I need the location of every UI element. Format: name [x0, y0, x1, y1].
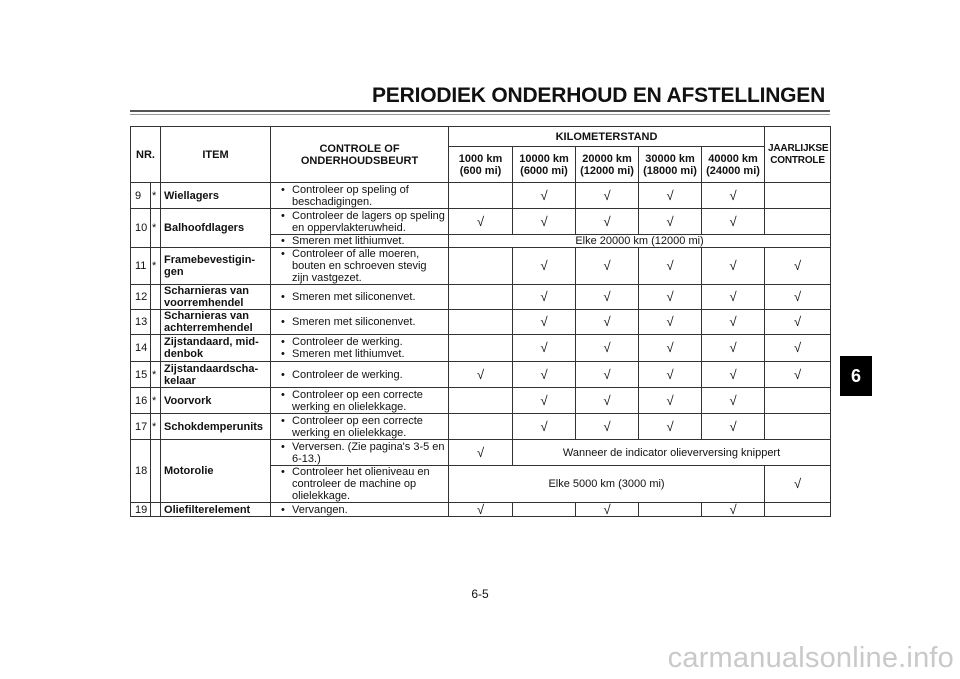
- header-control: CONTROLE OF ONDERHOUDSBEURT: [271, 127, 449, 183]
- check-cell: √: [702, 414, 765, 440]
- table-row: [131, 388, 831, 414]
- row-number: 19: [131, 503, 151, 517]
- check-cell: √: [576, 503, 639, 517]
- control-cell: [271, 388, 449, 414]
- check-cell: √: [765, 285, 831, 310]
- row-star: *: [151, 362, 161, 388]
- header-km-value: 20000 km: [582, 152, 632, 165]
- header-mi-value: (6000 mi): [520, 164, 568, 177]
- header-km-value: 40000 km: [708, 152, 758, 165]
- row-star: *: [151, 388, 161, 414]
- check-cell: √: [639, 310, 702, 335]
- row-item: Zijstandaardscha-kelaar: [161, 362, 271, 388]
- interval-text: Wanneer de indicator olieverversing knippert: [513, 440, 831, 466]
- check-cell: √: [639, 209, 702, 235]
- row-number: 13: [131, 310, 151, 335]
- header-km-2: [576, 147, 639, 183]
- check-cell: √: [702, 209, 765, 235]
- control-list: [274, 235, 445, 247]
- row-item: Scharnieras van achterremhendel: [161, 310, 271, 335]
- page-number: 6-5: [471, 587, 489, 601]
- check-cell: √: [576, 362, 639, 388]
- control-cell: [271, 235, 449, 248]
- check-cell: √: [576, 335, 639, 362]
- header-km-value: 30000 km: [645, 152, 695, 165]
- row-star: *: [151, 414, 161, 440]
- check-cell: √: [576, 248, 639, 285]
- check-cell: √: [576, 310, 639, 335]
- check-cell: [449, 414, 513, 440]
- maintenance-table: [130, 126, 831, 517]
- control-item: • Controleer de werking.: [274, 336, 445, 348]
- control-list: [274, 316, 445, 328]
- control-cell: [271, 335, 449, 362]
- control-item: • Verversen. (Zie pagina's 3-5 en 6-13.): [274, 441, 445, 465]
- row-star: [151, 310, 161, 335]
- interval-text: Elke 20000 km (12000 mi): [449, 235, 831, 248]
- check-cell: [765, 209, 831, 235]
- check-cell: √: [639, 285, 702, 310]
- title-rule-thin: [130, 114, 830, 115]
- row-item: Motorolie: [161, 440, 271, 503]
- table-row: [131, 209, 831, 235]
- header-km-1: [513, 147, 576, 183]
- control-list: [274, 248, 445, 284]
- header-nr: NR.: [131, 127, 161, 183]
- table-row: [131, 440, 831, 466]
- check-cell: [449, 310, 513, 335]
- control-list: [274, 389, 445, 413]
- row-item: Scharnieras van voorremhendel: [161, 285, 271, 310]
- header-km-4: [702, 147, 765, 183]
- control-cell: [271, 503, 449, 517]
- header-km-3: [639, 147, 702, 183]
- control-list: [274, 466, 445, 502]
- row-item: Balhoofdlagers: [161, 209, 271, 248]
- check-cell: [513, 503, 576, 517]
- check-cell: [449, 285, 513, 310]
- control-cell: [271, 414, 449, 440]
- header-mi-value: (24000 mi): [706, 164, 760, 177]
- check-cell: √: [765, 466, 831, 503]
- check-cell: [765, 183, 831, 209]
- control-list: [274, 415, 445, 439]
- row-star: *: [151, 248, 161, 285]
- check-cell: √: [513, 362, 576, 388]
- control-cell: [271, 362, 449, 388]
- control-cell: [271, 285, 449, 310]
- check-cell: [765, 414, 831, 440]
- row-item: Wiellagers: [161, 183, 271, 209]
- control-item: • Smeren met siliconenvet.: [274, 316, 445, 328]
- header-mi-value: (18000 mi): [643, 164, 697, 177]
- row-number: 16: [131, 388, 151, 414]
- check-cell: √: [449, 503, 513, 517]
- check-cell: √: [576, 414, 639, 440]
- check-cell: √: [513, 414, 576, 440]
- control-cell: [271, 310, 449, 335]
- control-item: • Controleer op een correcte werking en olielekkage.: [274, 415, 445, 439]
- check-cell: √: [702, 362, 765, 388]
- table-row: [131, 414, 831, 440]
- control-item: • Controleer op een correcte werking en olielekkage.: [274, 389, 445, 413]
- check-cell: [449, 183, 513, 209]
- check-cell: √: [702, 503, 765, 517]
- table-row: [131, 248, 831, 285]
- row-number: 15: [131, 362, 151, 388]
- row-number: 10: [131, 209, 151, 248]
- check-cell: √: [576, 183, 639, 209]
- table-row: [131, 183, 831, 209]
- check-cell: √: [513, 209, 576, 235]
- row-item: Voorvork: [161, 388, 271, 414]
- control-list: [274, 369, 445, 381]
- check-cell: √: [449, 440, 513, 466]
- check-cell: √: [513, 248, 576, 285]
- check-cell: √: [576, 209, 639, 235]
- control-list: [274, 441, 445, 465]
- watermark: carmanualsonline.info: [667, 642, 954, 674]
- check-cell: √: [702, 310, 765, 335]
- check-cell: √: [449, 209, 513, 235]
- check-cell: √: [576, 388, 639, 414]
- chapter-tab: 6: [840, 356, 872, 396]
- check-cell: √: [765, 310, 831, 335]
- control-list: [274, 504, 445, 516]
- control-item: • Controleer de werking.: [274, 369, 445, 381]
- control-item: • Smeren met lithiumvet.: [274, 348, 445, 360]
- check-cell: [765, 503, 831, 517]
- row-star: [151, 440, 161, 503]
- check-cell: √: [765, 362, 831, 388]
- row-item: Oliefilterelement: [161, 503, 271, 517]
- check-cell: √: [702, 248, 765, 285]
- control-cell: [271, 466, 449, 503]
- check-cell: [449, 388, 513, 414]
- row-item: Schokdemperunits: [161, 414, 271, 440]
- header-km-0: [449, 147, 513, 183]
- control-item: • Smeren met lithiumvet.: [274, 235, 445, 247]
- control-item: • Smeren met siliconenvet.: [274, 291, 445, 303]
- header-km-value: 10000 km: [519, 152, 569, 165]
- row-star: [151, 285, 161, 310]
- control-list: [274, 210, 445, 234]
- row-item: Zijstandaard, mid-denbok: [161, 335, 271, 362]
- check-cell: √: [513, 335, 576, 362]
- check-cell: √: [639, 183, 702, 209]
- control-list: [274, 336, 445, 360]
- row-number: 14: [131, 335, 151, 362]
- title-rule: [130, 110, 830, 112]
- control-cell: [271, 440, 449, 466]
- check-cell: [449, 335, 513, 362]
- control-list: [274, 291, 445, 303]
- row-star: [151, 503, 161, 517]
- check-cell: √: [449, 362, 513, 388]
- table-row: [131, 362, 831, 388]
- check-cell: √: [639, 335, 702, 362]
- row-number: 11: [131, 248, 151, 285]
- check-cell: √: [702, 285, 765, 310]
- control-item: • Controleer op speling of beschadigingen.: [274, 184, 445, 208]
- check-cell: √: [639, 362, 702, 388]
- check-cell: √: [702, 183, 765, 209]
- check-cell: √: [702, 388, 765, 414]
- table-row: [131, 285, 831, 310]
- table-row: [131, 503, 831, 517]
- table-row: [131, 310, 831, 335]
- check-cell: √: [513, 310, 576, 335]
- page-title: PERIODIEK ONDERHOUD EN AFSTELLINGEN: [372, 84, 826, 107]
- row-number: 17: [131, 414, 151, 440]
- check-cell: √: [513, 285, 576, 310]
- control-cell: [271, 248, 449, 285]
- check-cell: √: [513, 388, 576, 414]
- row-star: *: [151, 209, 161, 248]
- control-item: • Controleer of alle moeren, bouten en schroeven stevig zijn vastgezet.: [274, 248, 445, 284]
- check-cell: √: [639, 388, 702, 414]
- interval-text: Elke 5000 km (3000 mi): [449, 466, 765, 503]
- header-mi-value: (600 mi): [459, 164, 502, 177]
- row-number: 18: [131, 440, 151, 503]
- control-list: [274, 184, 445, 208]
- row-item: Framebevestigin-gen: [161, 248, 271, 285]
- control-cell: [271, 183, 449, 209]
- row-star: *: [151, 183, 161, 209]
- header-item: ITEM: [161, 127, 271, 183]
- header-km-value: 1000 km: [458, 152, 503, 165]
- check-cell: √: [702, 335, 765, 362]
- control-cell: [271, 209, 449, 235]
- control-item: • Controleer de lagers op speling en oppervlakteruwheid.: [274, 210, 445, 234]
- check-cell: √: [639, 414, 702, 440]
- control-item: • Controleer het olieniveau en controleer de machine op olielekkage.: [274, 466, 445, 502]
- header-mi-value: (12000 mi): [580, 164, 634, 177]
- check-cell: [639, 503, 702, 517]
- table-row: [131, 335, 831, 362]
- row-number: 12: [131, 285, 151, 310]
- row-star: [151, 335, 161, 362]
- header-km-group: KILOMETERSTAND: [449, 127, 765, 147]
- check-cell: √: [513, 183, 576, 209]
- check-cell: √: [765, 248, 831, 285]
- check-cell: [449, 248, 513, 285]
- check-cell: √: [576, 285, 639, 310]
- header-yearly: JAARLIJKSE CONTROLE: [765, 127, 831, 183]
- check-cell: √: [639, 248, 702, 285]
- check-cell: √: [765, 335, 831, 362]
- row-number: 9: [131, 183, 151, 209]
- check-cell: [765, 388, 831, 414]
- control-item: • Vervangen.: [274, 504, 445, 516]
